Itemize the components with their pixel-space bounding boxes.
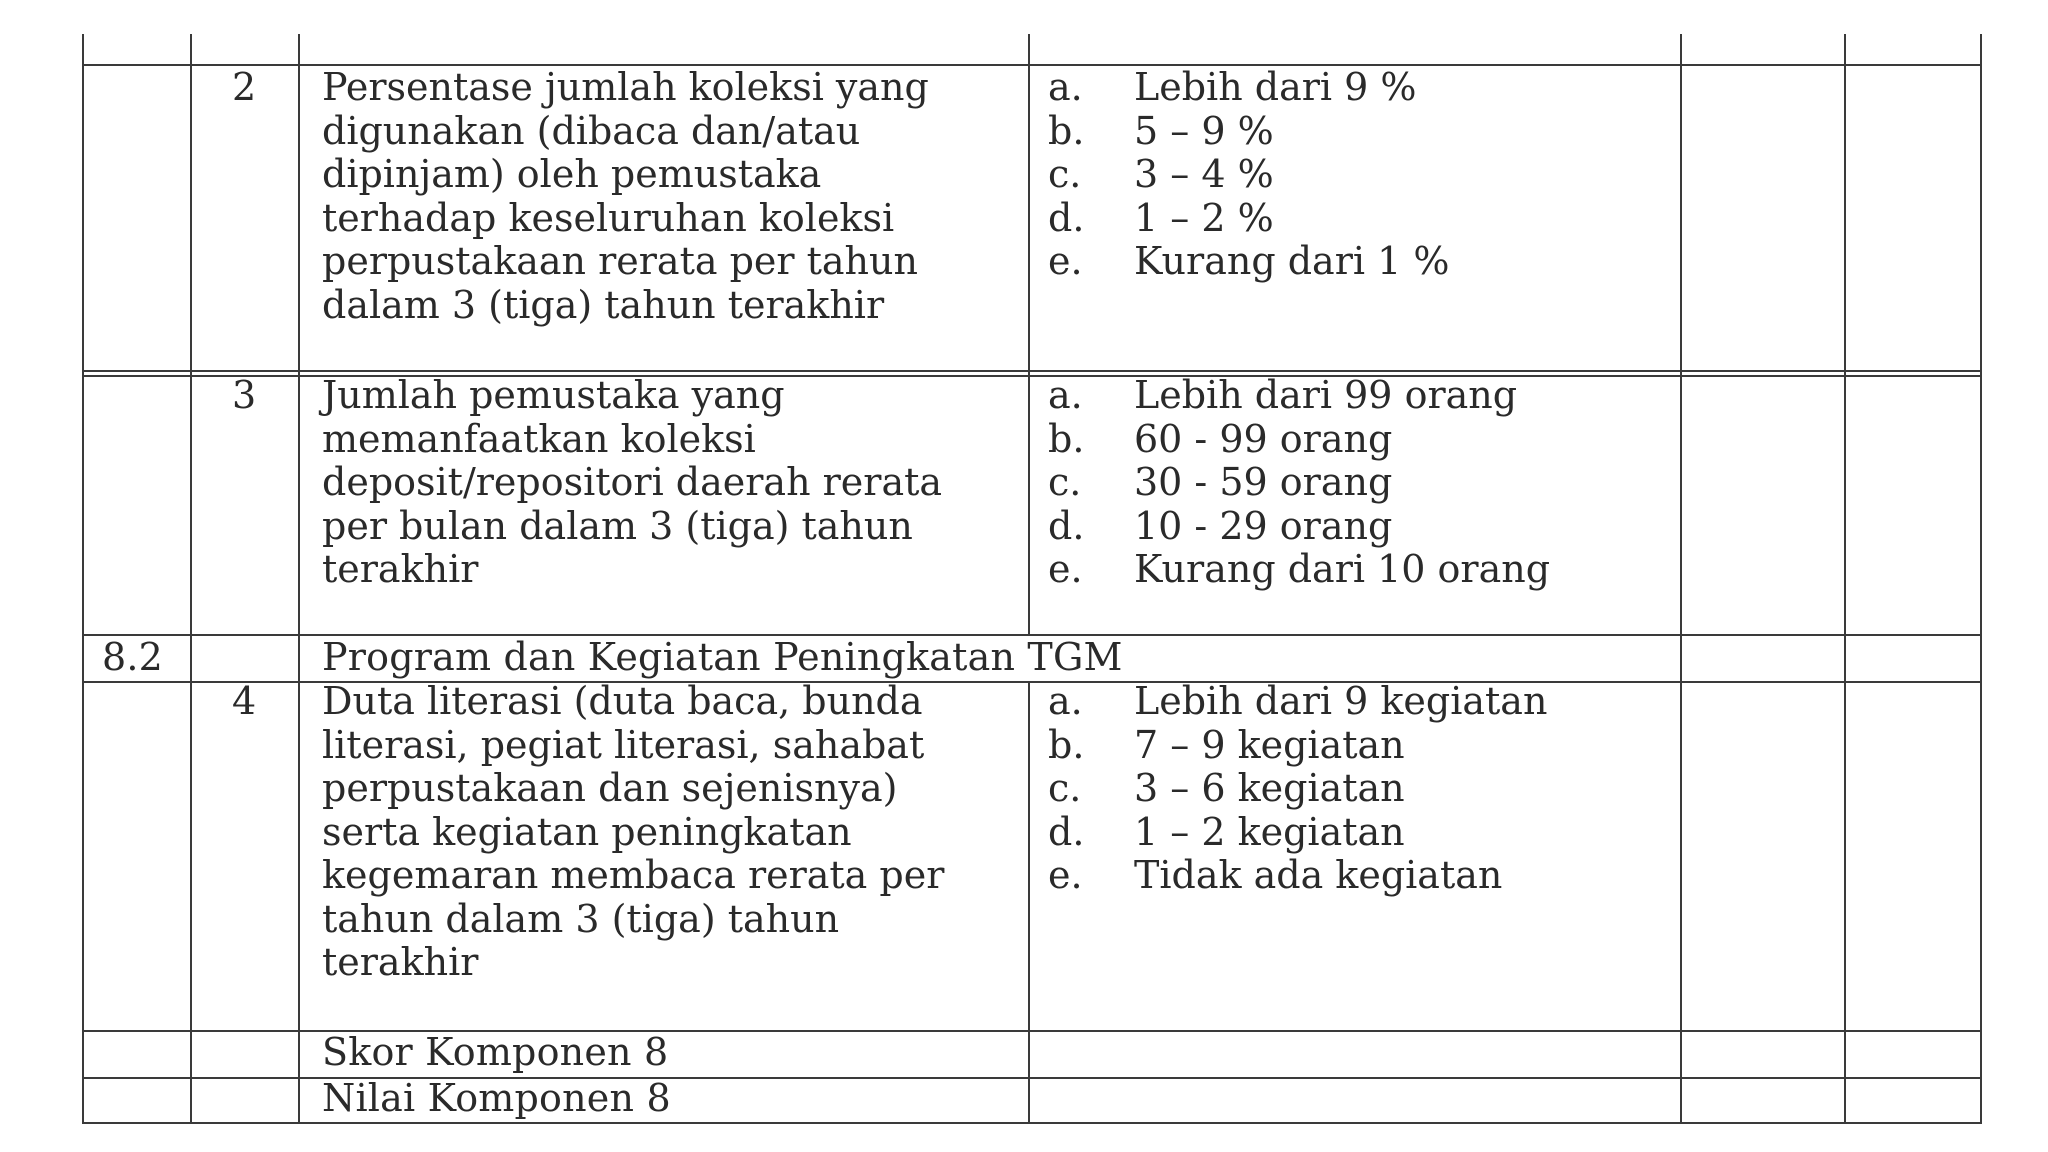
option-letter: a. (1048, 373, 1083, 417)
row-number: 3 (232, 373, 257, 417)
table-rule-row2-bottom (82, 370, 1982, 372)
option-item (1048, 505, 1668, 549)
option-letter: c. (1048, 460, 1082, 504)
option-item (1048, 854, 1668, 898)
table-divider-col2 (298, 34, 300, 1122)
table-border-left (82, 34, 84, 1122)
description-line: memanfaatkan koleksi (322, 416, 756, 461)
row-description (322, 374, 942, 592)
option-letter: b. (1048, 722, 1085, 767)
option-letter: b. (1048, 108, 1085, 153)
option-item (1048, 197, 1648, 241)
table-divider-col1 (190, 34, 192, 1122)
row-description (322, 680, 944, 985)
description-line: terakhir (322, 940, 479, 984)
score-label: Skor Komponen 8 (322, 1030, 669, 1074)
description-line: terakhir (322, 547, 479, 591)
table-divider-col3 (1028, 34, 1030, 1122)
option-letter: a. (1048, 65, 1083, 109)
option-letter: d. (1048, 195, 1085, 240)
row-options (1048, 66, 1648, 284)
description-line: serta kegiatan peningkatan (322, 809, 852, 854)
option-text: 3 – 4 % (1134, 152, 1274, 196)
option-text: 5 – 9 % (1134, 108, 1274, 153)
option-item (1048, 548, 1668, 592)
description-line: Duta literasi (duta baca, bunda (322, 679, 923, 723)
description-line: terhadap keseluruhan koleksi (322, 195, 895, 240)
option-letter: c. (1048, 152, 1082, 196)
option-text: 30 - 59 orang (1134, 460, 1393, 504)
description-line: per bulan dalam 3 (tiga) tahun (322, 503, 913, 548)
description-line: kegemaran membaca rerata per (322, 853, 945, 897)
row-options (1048, 374, 1668, 592)
option-text: 1 – 2 kegiatan (1134, 809, 1405, 854)
section-code: 8.2 (102, 635, 164, 679)
option-item (1048, 811, 1668, 855)
option-item (1048, 724, 1668, 768)
row-options (1048, 680, 1668, 898)
description-line: dalam 3 (tiga) tahun terakhir (322, 282, 885, 327)
option-item (1048, 110, 1648, 154)
section-row-mask (192, 636, 296, 681)
option-text: 60 - 99 orang (1134, 416, 1393, 461)
option-item (1048, 767, 1668, 811)
option-item (1048, 461, 1668, 505)
table-rule-bottom (82, 1122, 1982, 1124)
option-letter: e. (1048, 853, 1083, 897)
option-letter: e. (1048, 239, 1083, 283)
description-line: Jumlah pemustaka yang (322, 373, 785, 417)
row-number: 4 (232, 679, 257, 723)
description-line: literasi, pegiat literasi, sahabat (322, 722, 925, 767)
table-divider-col4 (1680, 34, 1682, 1122)
option-text: 10 - 29 orang (1134, 503, 1393, 548)
description-line: perpustakaan dan sejenisnya) (322, 766, 898, 810)
option-text: Lebih dari 9 % (1134, 65, 1417, 109)
option-letter: a. (1048, 679, 1083, 723)
description-line: digunakan (dibaca dan/atau (322, 108, 861, 153)
option-text: Lebih dari 9 kegiatan (1134, 679, 1548, 723)
description-line: Persentase jumlah koleksi yang (322, 65, 929, 109)
option-text: Lebih dari 99 orang (1134, 373, 1518, 417)
option-text: Tidak ada kegiatan (1134, 853, 1503, 897)
description-line: perpustakaan rerata per tahun (322, 239, 918, 283)
row-description (322, 66, 929, 327)
description-line: tahun dalam 3 (tiga) tahun (322, 896, 840, 941)
option-letter: b. (1048, 416, 1085, 461)
option-text: Kurang dari 1 % (1134, 239, 1450, 283)
option-text: 7 – 9 kegiatan (1134, 722, 1405, 767)
description-line: dipinjam) oleh pemustaka (322, 152, 822, 196)
option-item (1048, 680, 1668, 724)
table-border-right (1980, 34, 1982, 1122)
option-letter: d. (1048, 503, 1085, 548)
option-letter: d. (1048, 809, 1085, 854)
option-text: Kurang dari 10 orang (1134, 547, 1551, 591)
description-line: deposit/repositori daerah rerata (322, 460, 943, 504)
section-title: Program dan Kegiatan Peningkatan TGM (322, 635, 1123, 679)
option-item (1048, 66, 1648, 110)
row-number: 2 (232, 65, 257, 109)
option-item (1048, 374, 1668, 418)
option-text: 1 – 2 % (1134, 195, 1274, 240)
option-letter: c. (1048, 766, 1082, 810)
option-letter: e. (1048, 547, 1083, 591)
table-divider-col5 (1844, 34, 1846, 1122)
option-item (1048, 418, 1668, 462)
option-text: 3 – 6 kegiatan (1134, 766, 1405, 810)
option-item (1048, 153, 1648, 197)
option-item (1048, 240, 1648, 284)
value-label: Nilai Komponen 8 (322, 1076, 671, 1120)
